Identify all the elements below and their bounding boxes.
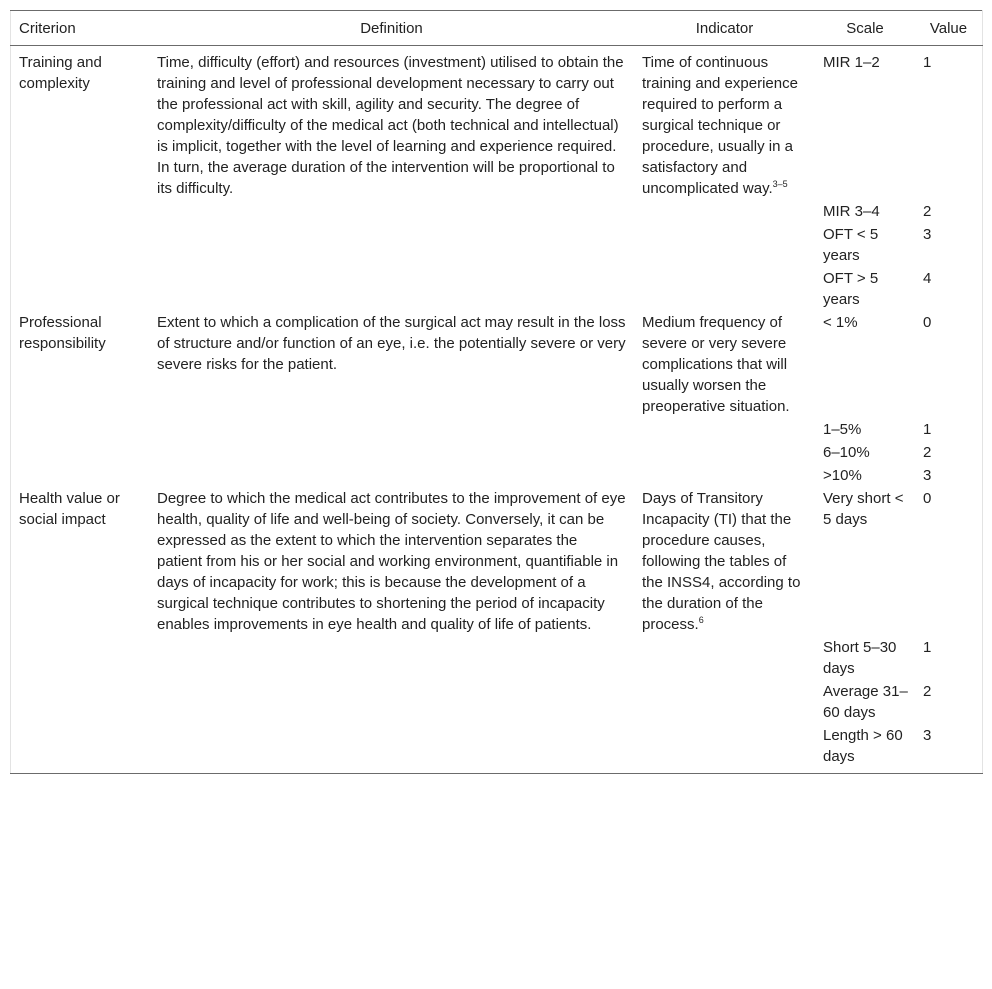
criteria-table (10, 10, 983, 774)
scale-cell: >10% (823, 467, 862, 484)
scale-cell: OFT > 5 years (823, 270, 879, 308)
header-value: Value (915, 11, 983, 46)
value-cell: 2 (923, 444, 932, 461)
table-row (11, 724, 983, 774)
indicator-cell (634, 46, 815, 201)
scale-cell: OFT < 5 years (823, 226, 879, 264)
table-row (11, 200, 983, 223)
value-cell: 3 (923, 467, 932, 484)
scale-cell: 1–5% (823, 421, 862, 438)
scale-cell: MIR 1–2 (823, 54, 880, 71)
table-row (11, 418, 983, 441)
scale-cell: Very short < 5 days (823, 490, 904, 528)
value-cell: 1 (923, 639, 932, 656)
value-cell: 3 (923, 727, 932, 744)
indicator-text: Time of continuous training and experience required to perform a surgical technique or procedure, usually in a satisfactory and uncomplicated way. (642, 54, 798, 197)
table-row (11, 441, 983, 464)
indicator-text: Medium frequency of severe or very severe complications that will usually worsen the preoperative situation. (642, 314, 790, 415)
table-row (11, 680, 983, 724)
value-cell: 0 (923, 490, 932, 507)
definition-cell: Time, difficulty (effort) and resources (investment) utilised to obtain the training and level of professional development necessary to carry out the professional act with skill, agility and security. The degree of complexity/difficulty of the medical act (both technical and intellectual) is implicit, together with the level of learning and experience required. In turn, the average duration of the intervention will be proportional to its difficulty. (157, 54, 624, 197)
table-row (11, 636, 983, 680)
scale-cell: MIR 3–4 (823, 203, 880, 220)
header-indicator: Indicator (634, 11, 815, 46)
value-cell: 4 (923, 270, 932, 287)
header-scale: Scale (815, 11, 915, 46)
indicator-cell (634, 487, 815, 636)
value-cell: 2 (923, 203, 932, 220)
header-definition: Definition (149, 11, 634, 46)
table-row (11, 267, 983, 311)
indicator-reference: 3–5 (772, 179, 788, 189)
scale-cell: 6–10% (823, 444, 870, 461)
indicator-text: Days of Transitory Incapacity (TI) that the procedure causes, following the tables of the INSS4, according to the duration of the process. (642, 490, 801, 633)
indicator-reference: 6 (698, 615, 704, 625)
indicator-cell (634, 311, 815, 418)
scale-cell: < 1% (823, 314, 858, 331)
table-row (11, 464, 983, 487)
table-row (11, 46, 983, 201)
criterion-cell: Health value or social impact (19, 490, 120, 528)
criterion-cell: Training and complexity (19, 54, 102, 92)
criterion-cell: Professional responsibility (19, 314, 106, 352)
value-cell: 3 (923, 226, 932, 243)
header-row (11, 11, 983, 46)
value-cell: 1 (923, 421, 932, 438)
value-cell: 2 (923, 683, 932, 700)
value-cell: 0 (923, 314, 932, 331)
scale-cell: Average 31–60 days (823, 683, 908, 721)
definition-cell: Extent to which a complication of the surgical act may result in the loss of structure and/or function of an eye, i.e. the potentially severe or very severe risks for the patient. (157, 314, 626, 373)
scale-cell: Length > 60 days (823, 727, 903, 765)
definition-cell: Degree to which the medical act contributes to the improvement of eye health, quality of life and well-being of society. Conversely, it can be expressed as the extent to which the intervention separates the patient from his or her social and working environment, quantifiable in days of incapacity for work; this is because the development of a surgical technique contributes to shortening the period of incapacity enables improvements in eye health and quality of life of patients. (157, 490, 626, 633)
table-row (11, 311, 983, 418)
header-criterion: Criterion (11, 11, 150, 46)
table-row (11, 223, 983, 267)
table-row (11, 487, 983, 636)
value-cell: 1 (923, 54, 932, 71)
scale-cell: Short 5–30 days (823, 639, 897, 677)
